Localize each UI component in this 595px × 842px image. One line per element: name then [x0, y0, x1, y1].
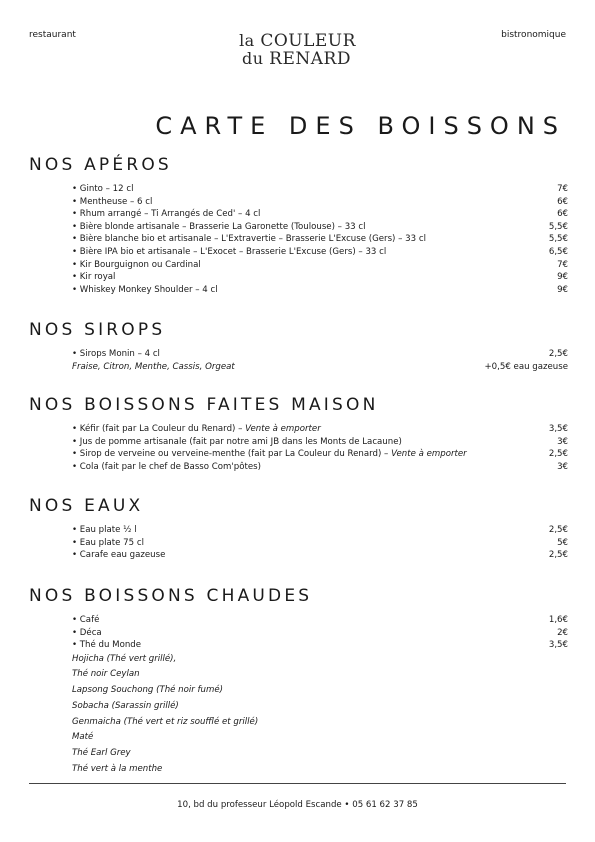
item-name: • Bière blonde artisanale – Brasserie La Garonette (Toulouse) – 33 cl	[72, 221, 366, 232]
item-name: • Bière blanche bio et artisanale – L'Extravertie – Brasserie L'Excuse (Gers) – 33 cl	[72, 234, 426, 245]
list-item	[72, 448, 568, 461]
list-item	[72, 361, 568, 374]
list-item	[72, 271, 568, 284]
tea-item: Maté	[72, 732, 94, 743]
restaurant-logo	[0, 32, 595, 68]
item-price: 2,5€	[548, 550, 568, 561]
item-name: • Thé du Monde	[72, 640, 142, 651]
list-item	[72, 524, 568, 537]
list-item	[72, 246, 568, 259]
maison-list	[72, 423, 568, 473]
item-price: 6€	[557, 209, 568, 220]
list-item	[72, 537, 568, 550]
list-item	[72, 183, 568, 196]
list-item	[72, 196, 568, 209]
item-name: • Bière IPA bio et artisanale – L'Exocet – Brasserie L'Excuse (Gers) – 33 cl	[72, 246, 387, 257]
item-name: • Kéfir (fait par La Couleur du Renard) –	[72, 424, 246, 434]
tea-item: Sobacha (Sarassin grillé)	[72, 700, 179, 711]
item-price: 9€	[557, 284, 568, 295]
item-name: • Mentheuse – 6 cl	[72, 196, 153, 207]
item-price: 3,5€	[548, 424, 568, 434]
list-item	[72, 423, 568, 436]
item-name: • Carafe eau gazeuse	[72, 550, 166, 561]
list-item	[72, 221, 568, 234]
list-item	[72, 208, 568, 221]
list-item	[72, 639, 568, 652]
item-name: • Kir royal	[72, 272, 116, 283]
list-item	[72, 549, 568, 562]
tea-item: Hojicha (Thé vert grillé),	[72, 653, 177, 664]
sirop-flavors: Fraise, Citron, Menthe, Cassis, Orgeat	[72, 361, 235, 372]
logo-du: du	[242, 49, 264, 68]
item-name: • Whiskey Monkey Shoulder – 4 cl	[72, 284, 218, 295]
header-right-label: bistronomique	[501, 30, 566, 40]
item-name: • Café	[72, 615, 100, 625]
item-price: 7€	[557, 184, 568, 194]
item-name: • Sirop de verveine ou verveine-menthe (fait par La Couleur du Renard) –	[72, 449, 392, 460]
item-price: 3€	[557, 436, 568, 447]
chaudes-list	[72, 614, 568, 777]
list-item	[72, 259, 568, 272]
page-title: CARTE DES BOISSONS	[155, 112, 566, 140]
tea-item: Thé Earl Grey	[72, 747, 131, 758]
item-name: • Rhum arrangé – Ti Arrangés de Ced' – 4 cl	[72, 209, 261, 220]
item-price: 6,5€	[548, 246, 568, 257]
logo-couleur: COULEUR	[260, 31, 356, 51]
item-price: 7€	[557, 259, 568, 270]
item-name: • Cola (fait par le chef de Basso Com'pôtes)	[72, 461, 261, 472]
item-name: • Ginto – 12 cl	[72, 184, 134, 194]
item-price: 3,5€	[548, 640, 568, 651]
list-item	[72, 348, 568, 361]
sirops-list	[72, 348, 568, 373]
tea-item: Genmaicha (Thé vert et riz soufflé et grillé)	[72, 716, 259, 727]
list-item	[72, 627, 568, 640]
item-price: 2,5€	[548, 449, 568, 460]
section-heading-sirops: NOS SIROPS	[29, 320, 166, 340]
item-name: • Jus de pomme artisanale (fait par notre ami JB dans les Monts de Lacaune)	[72, 436, 402, 447]
section-heading-chaudes: NOS BOISSONS CHAUDES	[29, 586, 313, 606]
item-price: 9€	[557, 272, 568, 283]
list-item	[72, 614, 568, 627]
item-price: 3€	[557, 461, 568, 472]
item-price: 2€	[557, 627, 568, 638]
tea-item: Thé noir Ceylan	[72, 669, 140, 680]
list-item	[72, 461, 568, 474]
sirop-extra: +0,5€ eau gazeuse	[484, 361, 568, 372]
list-item	[72, 284, 568, 297]
tea-item: Thé vert à la menthe	[72, 763, 163, 774]
item-price: 5€	[557, 537, 568, 548]
tea-item: Lapsong Souchong (Thé noir fumé)	[72, 685, 224, 696]
section-heading-maison: NOS BOISSONS FAITES MAISON	[29, 395, 379, 415]
item-name: • Déca	[72, 627, 102, 638]
list-item	[72, 233, 568, 246]
aperos-list	[72, 183, 568, 296]
eaux-list	[72, 524, 568, 562]
item-name: • Sirops Monin – 4 cl	[72, 349, 160, 359]
item-price: 2,5€	[548, 525, 568, 535]
item-name: • Eau plate 75 cl	[72, 537, 144, 548]
logo-la: la	[239, 31, 255, 50]
item-price: 5,5€	[548, 221, 568, 232]
item-price: 6€	[557, 196, 568, 207]
item-price: 1,6€	[548, 615, 568, 625]
footer-divider	[29, 783, 566, 784]
item-name: • Eau plate ½ l	[72, 525, 137, 535]
footer-address: 10, bd du professeur Léopold Escande • 05 61 62 37 85	[177, 800, 418, 810]
item-note: Vente à emporter	[245, 424, 321, 434]
logo-renard: RENARD	[269, 49, 351, 69]
item-name: • Kir Bourguignon ou Cardinal	[72, 259, 201, 270]
section-heading-eaux: NOS EAUX	[29, 496, 144, 516]
list-item	[72, 436, 568, 449]
item-price: 5,5€	[548, 234, 568, 245]
section-heading-aperos: NOS APÉROS	[29, 155, 172, 175]
item-note: Vente à emporter	[391, 449, 467, 460]
item-price: 2,5€	[548, 349, 568, 359]
header-left-label: restaurant	[29, 30, 76, 40]
